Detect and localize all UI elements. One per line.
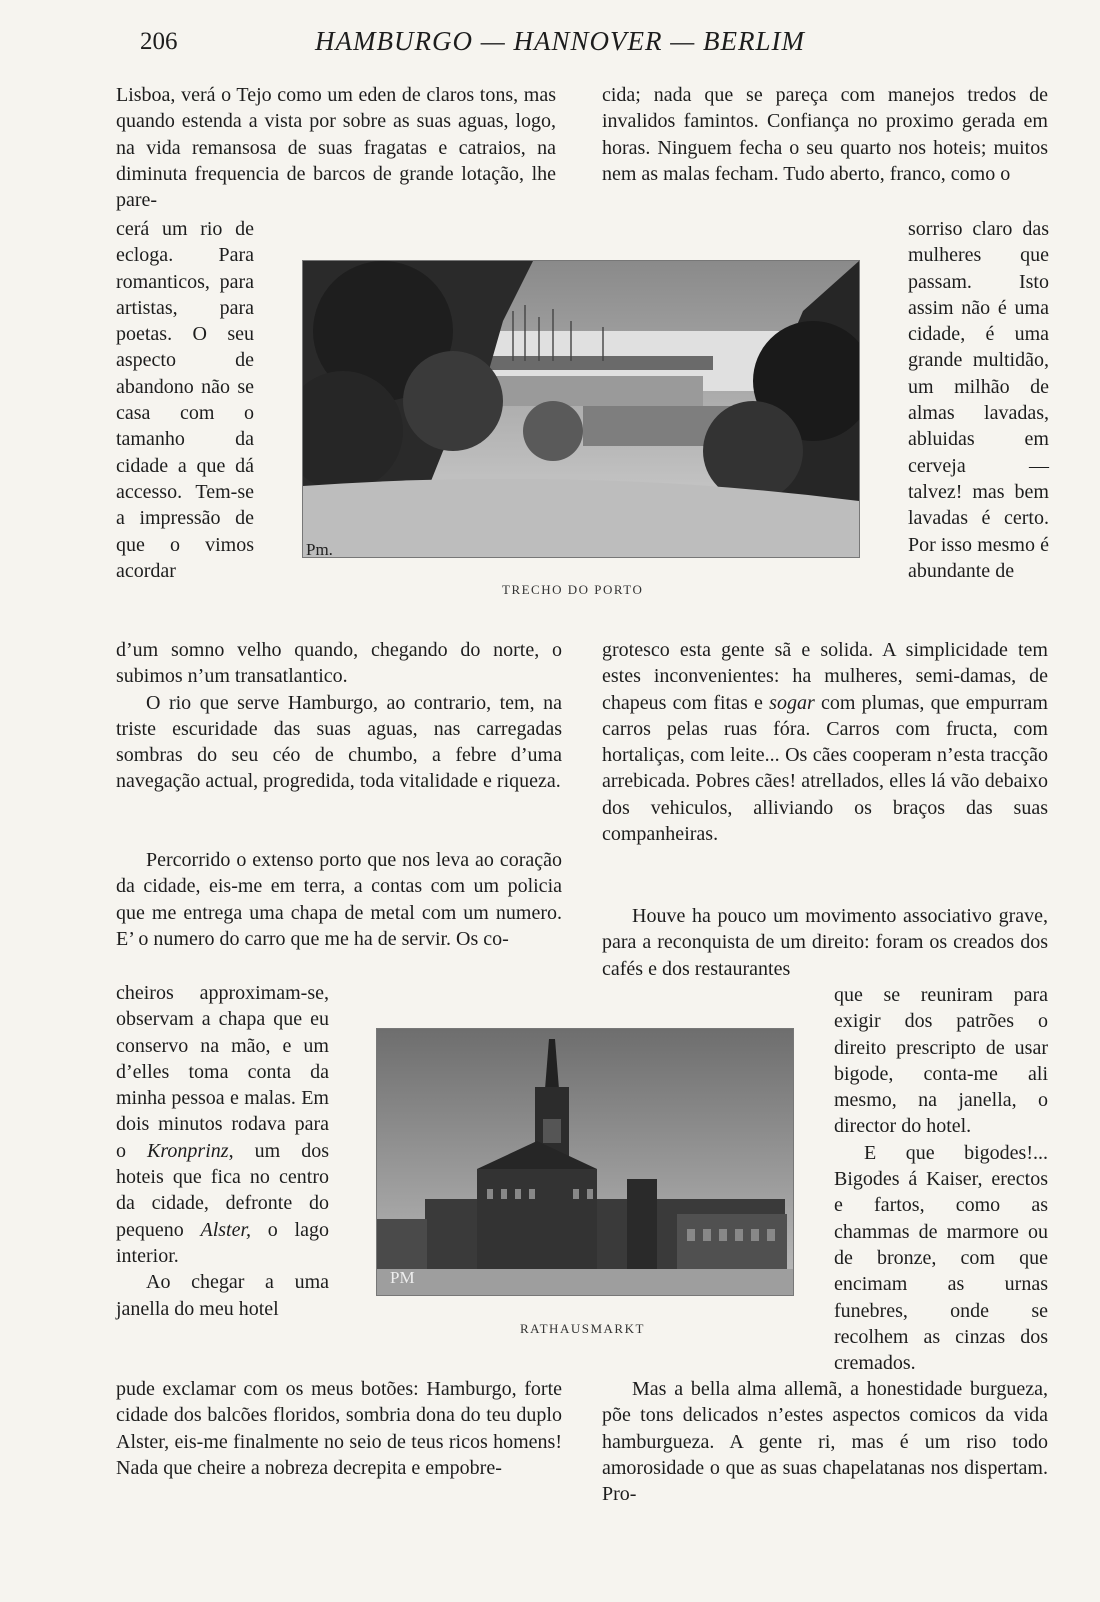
- harbour-photo-illustration: [303, 261, 859, 557]
- harbour-photo: [302, 260, 860, 558]
- left-paragraph-4-part2: , um dos hoteis que fica no centro da cidade, defronte do pequeno: [116, 1139, 329, 1241]
- right-column-wrap-text-2: [834, 982, 1048, 1376]
- left-paragraph-1b: cerá um rio de ecloga. Para romanticos, para artistas, para poetas. O seu aspecto de abandono não se casa com o tamanho da cidade a que dá accesso. Tem-se a impressão de que o vimos acordar: [116, 218, 254, 582]
- harbour-photo-signature: Pm.: [306, 540, 333, 559]
- right-column-text-4: [602, 1376, 1048, 1507]
- left-paragraph-2: O rio que serve Hamburgo, ao contrario, tem, na triste escuridade das suas aguas, nas carregadas sombras do seu céo de chumbo, a febre d’uma navegação actual, progredida, toda vitalidade e riqueza.: [116, 691, 562, 793]
- right-paragraph-2a: Houve ha pouco um movimento associativo grave, para a reconquista de um direito: foram os creados dos cafés e dos restaurantes: [602, 905, 1048, 980]
- kronprinz-hotel-name: Kronprinz: [147, 1139, 229, 1162]
- left-column-text-2: [116, 637, 562, 795]
- rathausmarkt-photo-illustration: [377, 1029, 793, 1295]
- left-column-text-3: [116, 847, 562, 952]
- left-column-top-text: [116, 82, 556, 213]
- rathausmarkt-photo-signature: PM: [390, 1268, 415, 1287]
- left-paragraph-4: [116, 980, 329, 1269]
- left-column-text-4: [116, 1376, 562, 1481]
- rathausmarkt-photo-caption: RATHAUSMARKT: [520, 1321, 645, 1336]
- left-column-wrap-text-1: [116, 216, 254, 584]
- page-header: [140, 22, 860, 62]
- left-paragraph-5-start: Ao chegar a uma janella do meu hotel: [116, 1271, 329, 1320]
- right-column-text-3: [602, 903, 1048, 982]
- right-paragraph-1c-part1: grotesco esta gente sã e solida. A simplicidade tem estes inconvenientes: ha mulheres, semi-damas, de chapeus com fitas e: [602, 639, 1048, 714]
- left-paragraph-5-end: pude exclamar com os meus botões: Hamburgo, forte cidade dos balcões floridos, sombria dona do teu duplo Alster, eis-me finalmente no seio de teus ricos homens! Nada que cheire a nobreza decrepita e empobre-: [116, 1378, 562, 1479]
- left-paragraph-4-part3: o lago interior.: [116, 1218, 329, 1267]
- right-paragraph-1a: cida; nada que se pareça com manejos tredos de invalidos famintos. Confiança no proximo gerada em horas. Ninguem fecha o seu quarto nos hoteis; muitos nem as malas fecham. Tudo aberto, franco, como o: [602, 84, 1048, 185]
- right-column-top-text: [602, 82, 1048, 187]
- left-column-wrap-text-2: [116, 980, 329, 1322]
- harbour-photo-caption: TRECHO DO PORTO: [502, 582, 644, 597]
- right-paragraph-1c: [602, 637, 1048, 847]
- left-paragraph-3: Percorrido o extenso porto que nos leva ao coração da cidade, eis-me em terra, a contas com um policia que me entrega uma chapa de metal com um numero. E’ o numero do carro que me ha de servir. Os co-: [116, 849, 562, 950]
- left-paragraph-1a: Lisboa, verá o Tejo como um eden de claros tons, mas quando estenda a vista por sobre as suas aguas, logo, na vida remansosa de suas fragatas e catraios, na diminuta frequencia de barcos de grande lotação, lhe pare-: [116, 84, 556, 212]
- right-column-text-2: [602, 637, 1048, 847]
- left-paragraph-1c: d’um somno velho quando, chegando do norte, o subimos n’um transatlantico.: [116, 639, 562, 688]
- page-number: 206: [140, 28, 178, 55]
- alster-lake-name: Alster,: [200, 1218, 252, 1241]
- sogar-word: sogar: [769, 691, 815, 714]
- rathausmarkt-photo: [376, 1028, 794, 1296]
- right-paragraph-4: Mas a bella alma allemã, a honestidade burgueza, põe tons delicados n’estes aspectos comicos da vida hamburgueza. A gente ri, mas é um riso todo amorosidade o que as suas chapelatanas nos dispertam. Pro-: [602, 1378, 1048, 1506]
- right-paragraph-1b: sorriso claro das mulheres que passam. Isto assim não é uma cidade, é uma grande multidão, um milhão de almas lavadas, abluidas em cerveja — talvez! mas bem lavadas é certo. Por isso mesmo é abundante de: [908, 218, 1049, 582]
- right-paragraph-3: E que bigodes!... Bigodes á Kaiser, erectos e fartos, como as chammas de marmore ou de bronze, com que encimam as urnas funebres, onde se recolhem as cinzas dos cremados.: [834, 1141, 1048, 1375]
- right-paragraph-1c-part2: com plumas, que empurram carros pelas ruas fóra. Carros com fructa, com hortaliças, com leite... Os cães cooperam n’esta tracção arrebicada. Pobres cães! atrellados, elles lá vão debaixo dos vehiculos, alliviando os braços das suas companheiras.: [602, 691, 1048, 846]
- left-paragraph-4-part1: cheiros approximam-se, observam a chapa que eu conservo na mão, e um d’elles toma conta da minha pessoa e malas. Em dois minutos rodava para o: [116, 982, 329, 1162]
- right-column-wrap-text-1: [908, 216, 1049, 584]
- right-paragraph-2b: que se reuniram para exigir dos patrões o direito prescripto de usar bigode, conta-me ali mesmo, na janella, o director do hotel.: [834, 984, 1048, 1138]
- running-title: HAMBURGO — HANNOVER — BERLIM: [315, 26, 805, 56]
